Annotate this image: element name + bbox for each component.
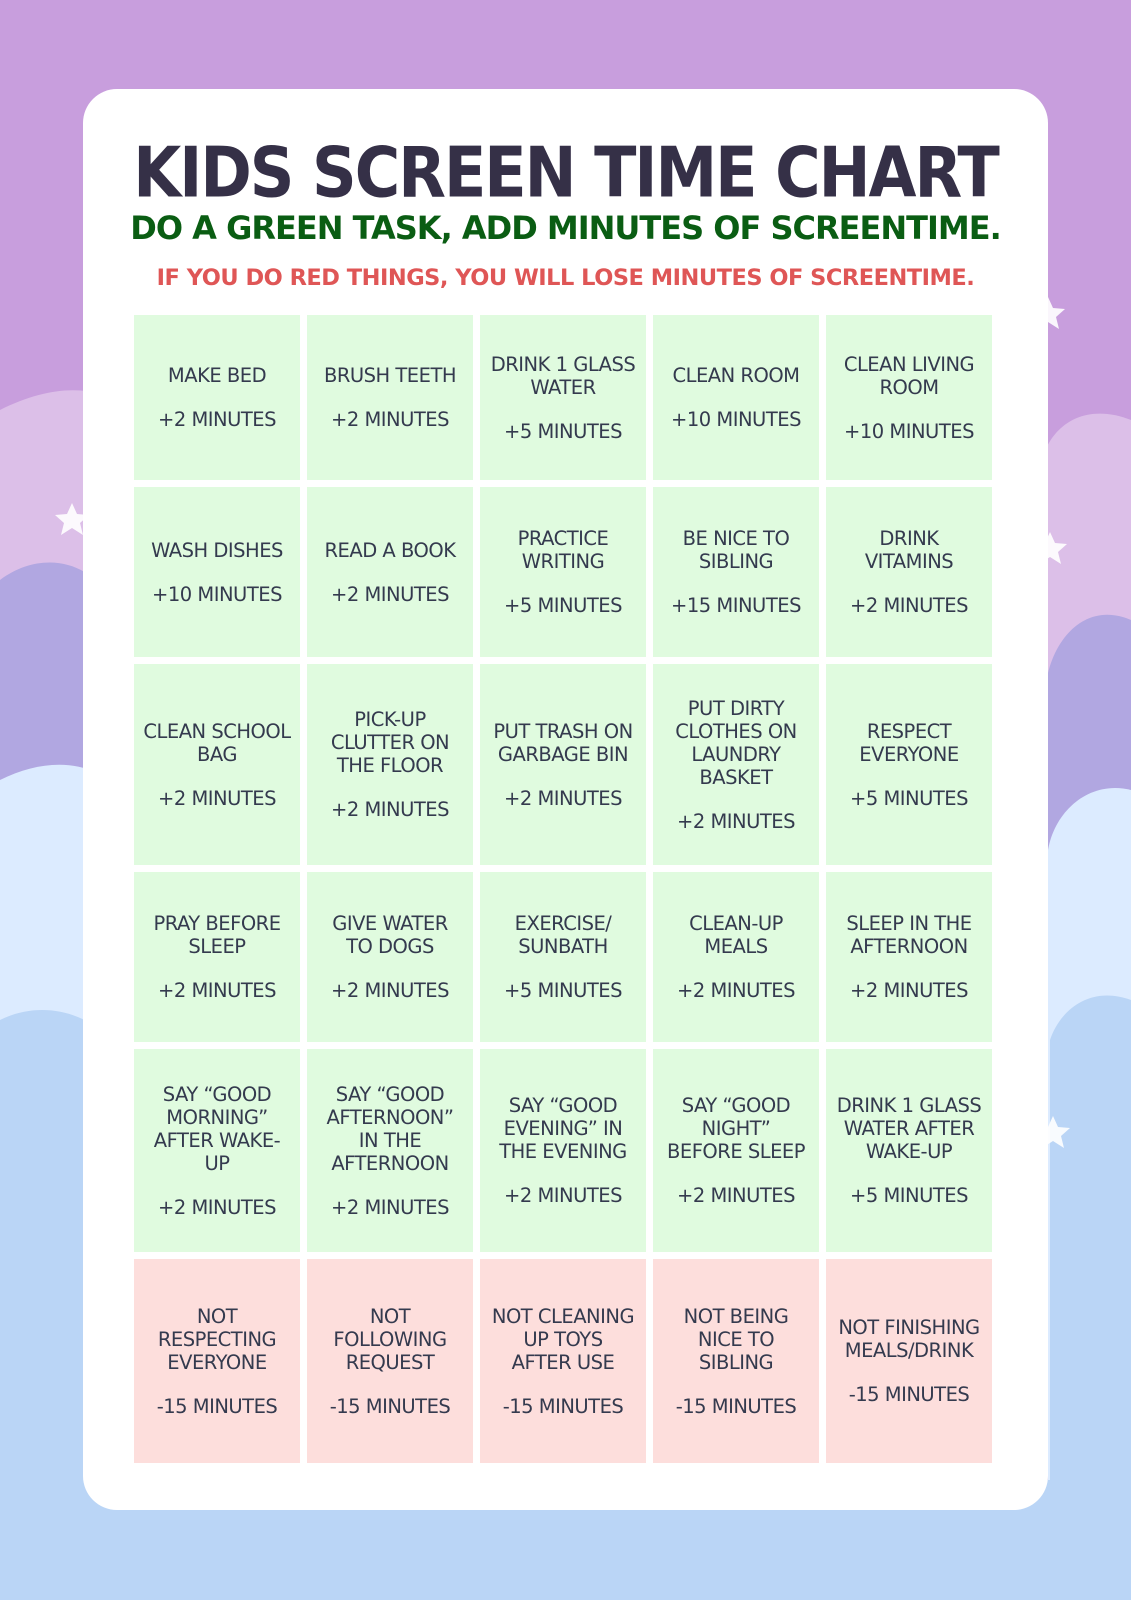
task-minutes: +5 MINUTES <box>504 594 622 617</box>
penalty-task-cell <box>826 1259 992 1463</box>
task-label: DRINK VITAMINS <box>864 527 954 573</box>
reward-task-cell <box>307 315 473 480</box>
task-label: DRINK 1 GLASS WATER AFTER WAKE-UP <box>836 1094 982 1163</box>
task-label: SAY “GOOD AFTERNOON” IN THE AFTERNOON <box>326 1082 454 1175</box>
task-label: EXERCISE/ SUNBATH <box>514 912 612 958</box>
reward-task-cell <box>307 1049 473 1252</box>
task-label: SAY “GOOD EVENING” IN THE EVENING <box>499 1094 627 1163</box>
task-label: CLEAN LIVING ROOM <box>843 352 975 399</box>
task-minutes: +5 MINUTES <box>850 786 968 810</box>
task-label: NOT BEING NICE TO SIBLING <box>683 1304 789 1374</box>
task-label: SLEEP IN THE AFTERNOON <box>846 912 972 958</box>
task-minutes: +2 MINUTES <box>158 408 276 431</box>
page-title: KIDS SCREEN TIME CHART <box>133 131 998 214</box>
task-minutes: -15 MINUTES <box>675 1394 797 1418</box>
task-minutes: +2 MINUTES <box>504 786 622 810</box>
task-minutes: +5 MINUTES <box>850 1184 968 1207</box>
subtitle-green: DO A GREEN TASK, ADD MINUTES OF SCREENTIME. <box>130 209 1001 247</box>
reward-task-cell <box>480 872 646 1042</box>
reward-task-cell <box>134 872 300 1042</box>
task-label: GIVE WATER TO DOGS <box>332 912 448 958</box>
task-label: SAY “GOOD MORNING” AFTER WAKE- UP <box>153 1082 281 1175</box>
task-label: RESPECT EVERYONE <box>859 719 959 766</box>
reward-task-cell <box>826 315 992 480</box>
task-minutes: +10 MINUTES <box>152 582 282 606</box>
task-label: NOT FOLLOWING REQUEST <box>333 1304 447 1374</box>
task-label: NOT RESPECTING EVERYONE <box>157 1304 277 1374</box>
task-minutes: +2 MINUTES <box>331 979 449 1002</box>
task-minutes: -15 MINUTES <box>329 1394 451 1418</box>
task-minutes: +2 MINUTES <box>677 979 795 1002</box>
task-minutes: +5 MINUTES <box>504 419 622 443</box>
task-minutes: +2 MINUTES <box>331 582 449 606</box>
task-label: SAY “GOOD NIGHT” BEFORE SLEEP <box>667 1094 805 1163</box>
subtitle-red: IF YOU DO RED THINGS, YOU WILL LOSE MINUTES OF SCREENTIME. <box>156 265 975 291</box>
reward-task-cell <box>653 315 819 480</box>
reward-task-cell <box>653 664 819 865</box>
task-label: BE NICE TO SIBLING <box>682 527 790 573</box>
reward-task-cell <box>307 487 473 657</box>
task-minutes: +2 MINUTES <box>158 786 276 810</box>
task-minutes: +2 MINUTES <box>331 408 449 431</box>
task-minutes: +2 MINUTES <box>331 798 449 821</box>
task-minutes: +2 MINUTES <box>158 979 276 1002</box>
task-label: CLEAN ROOM <box>672 364 800 387</box>
penalty-task-cell <box>307 1259 473 1463</box>
reward-task-cell <box>480 487 646 657</box>
task-label: MAKE BED <box>167 364 267 387</box>
task-minutes: +2 MINUTES <box>504 1184 622 1207</box>
reward-task-cell <box>480 315 646 480</box>
task-minutes: +15 MINUTES <box>671 594 801 617</box>
task-minutes: +5 MINUTES <box>504 979 622 1002</box>
reward-task-cell <box>307 872 473 1042</box>
task-minutes: +10 MINUTES <box>671 408 801 431</box>
task-label: NOT CLEANING UP TOYS AFTER USE <box>491 1304 635 1374</box>
task-label: NOT FINISHING MEALS/DRINK <box>838 1316 980 1362</box>
reward-task-cell <box>480 1049 646 1252</box>
task-minutes: +2 MINUTES <box>331 1195 449 1219</box>
task-minutes: +2 MINUTES <box>677 809 795 833</box>
reward-task-cell <box>653 487 819 657</box>
task-minutes: +2 MINUTES <box>677 1184 795 1207</box>
task-minutes: -15 MINUTES <box>156 1394 278 1418</box>
task-label: PUT DIRTY CLOTHES ON LAUNDRY BASKET <box>675 696 797 789</box>
task-label: CLEAN-UP MEALS <box>689 912 783 958</box>
task-label: CLEAN SCHOOL BAG <box>143 719 291 766</box>
reward-task-cell <box>826 1049 992 1252</box>
task-minutes: +2 MINUTES <box>158 1195 276 1219</box>
task-label: PICK-UP CLUTTER ON THE FLOOR <box>330 708 450 777</box>
reward-task-cell <box>653 872 819 1042</box>
reward-task-cell <box>307 664 473 865</box>
task-label: DRINK 1 GLASS WATER <box>490 352 636 399</box>
reward-task-cell <box>134 315 300 480</box>
task-minutes: +2 MINUTES <box>850 594 968 617</box>
task-label: PRAY BEFORE SLEEP <box>153 912 281 958</box>
reward-task-cell <box>134 664 300 865</box>
task-label: READ A BOOK <box>324 538 456 562</box>
task-label: WASH DISHES <box>151 538 283 562</box>
task-label: PRACTICE WRITING <box>517 527 609 573</box>
penalty-task-cell <box>480 1259 646 1463</box>
reward-task-cell <box>653 1049 819 1252</box>
reward-task-cell <box>134 487 300 657</box>
penalty-task-cell <box>134 1259 300 1463</box>
task-label: PUT TRASH ON GARBAGE BIN <box>493 719 633 766</box>
reward-task-cell <box>826 872 992 1042</box>
task-minutes: -15 MINUTES <box>502 1394 624 1418</box>
reward-task-cell <box>480 664 646 865</box>
reward-task-cell <box>826 664 992 865</box>
penalty-task-cell <box>653 1259 819 1463</box>
reward-task-cell <box>826 487 992 657</box>
reward-task-cell <box>134 1049 300 1252</box>
task-label: BRUSH TEETH <box>323 364 457 387</box>
task-minutes: +2 MINUTES <box>850 979 968 1002</box>
task-minutes: -15 MINUTES <box>848 1383 970 1406</box>
task-grid <box>134 315 996 1460</box>
task-minutes: +10 MINUTES <box>844 419 974 443</box>
